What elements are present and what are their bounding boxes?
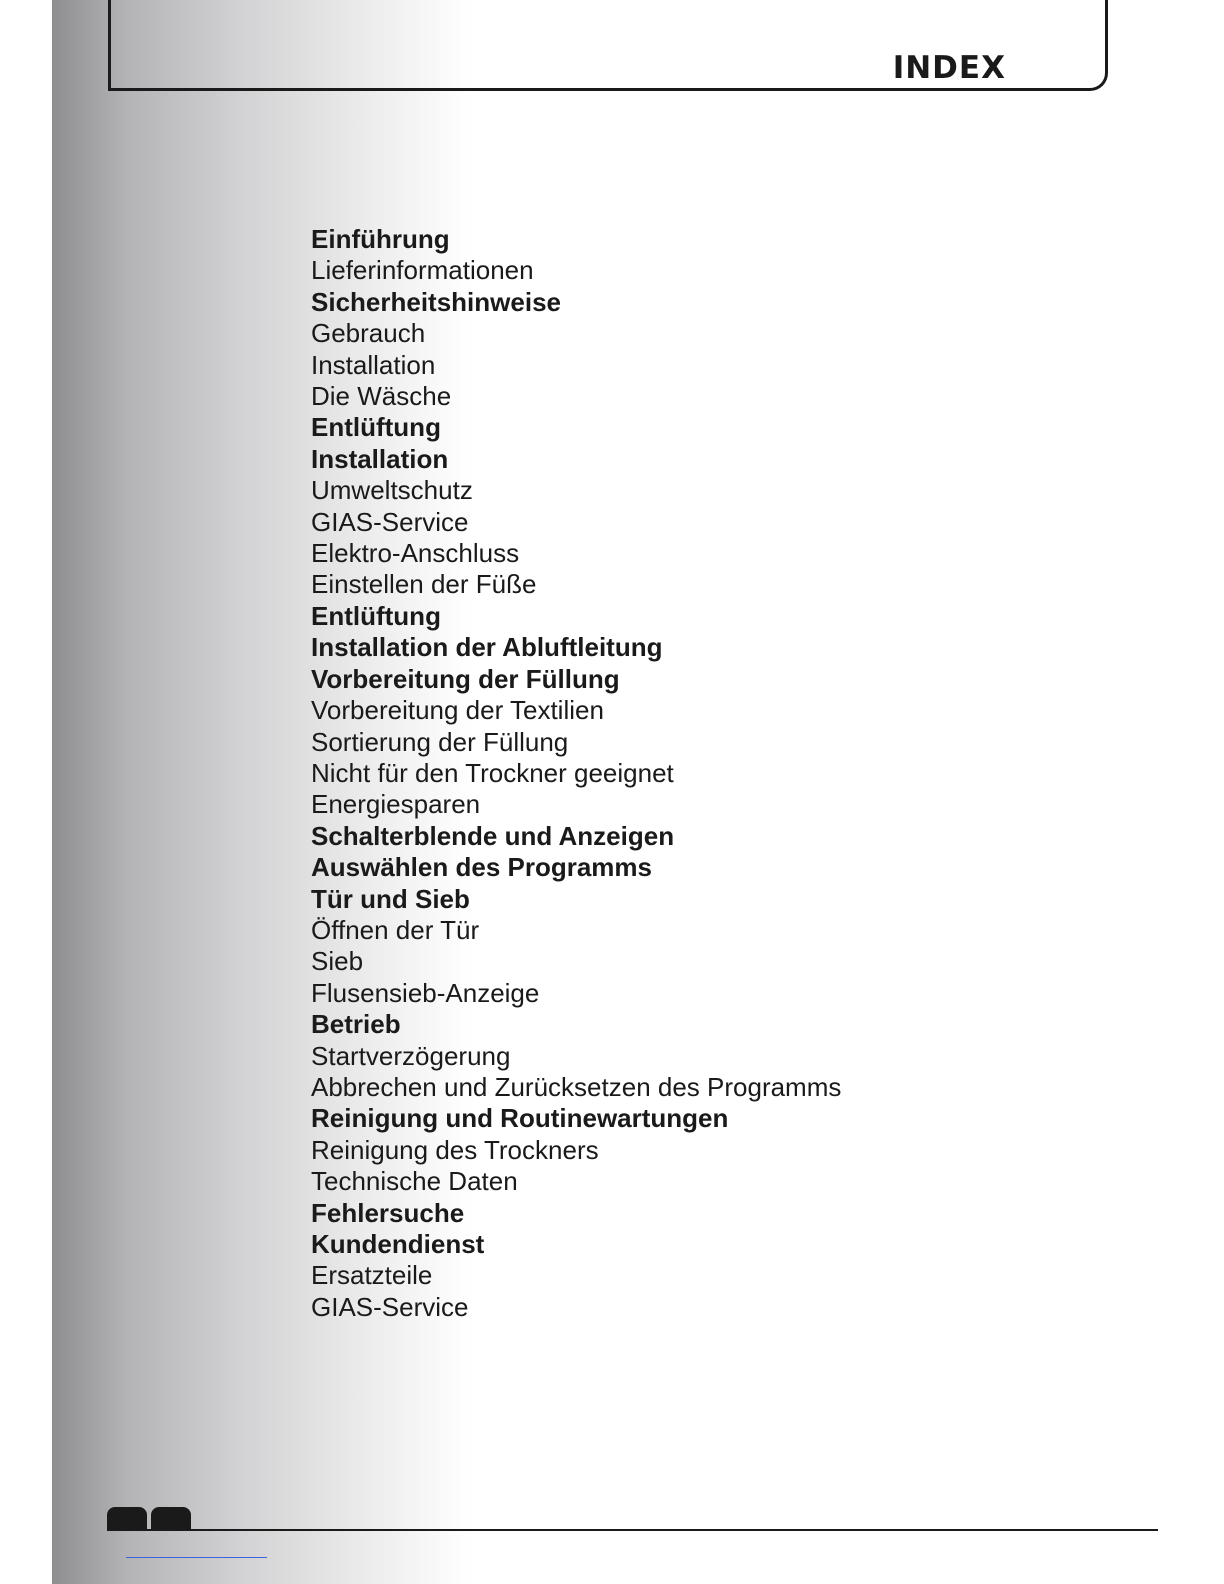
toc-subsection-item[interactable]: Installation bbox=[311, 349, 436, 380]
toc-subsection-item[interactable]: Technische Daten bbox=[311, 1166, 518, 1197]
footer-page-tab-right bbox=[151, 1507, 191, 1531]
toc-subsection-item[interactable]: Vorbereitung der Textilien bbox=[311, 695, 604, 726]
footer-rule bbox=[107, 1529, 1158, 1531]
toc-section-heading[interactable]: Tür und Sieb bbox=[311, 883, 470, 914]
toc-subsection-item[interactable]: Energiesparen bbox=[311, 789, 481, 820]
toc-section-heading[interactable]: Reinigung und Routinewartungen bbox=[311, 1103, 729, 1134]
toc-section-heading[interactable]: Schalterblende und Anzeigen bbox=[311, 820, 675, 851]
toc-subsection-item[interactable]: Sieb bbox=[311, 946, 364, 977]
toc-subsection-item[interactable]: Flusensieb-Anzeige bbox=[311, 977, 540, 1008]
table-of-contents bbox=[311, 224, 841, 1323]
page-title: INDEX bbox=[892, 50, 1006, 86]
page-left-margin bbox=[0, 0, 52, 1584]
toc-subsection-item[interactable]: Gebrauch bbox=[311, 318, 426, 349]
toc-subsection-item[interactable]: Startverzögerung bbox=[311, 1040, 511, 1071]
toc-subsection-item[interactable]: Ersatzteile bbox=[311, 1260, 433, 1291]
toc-section-heading[interactable]: Vorbereitung der Füllung bbox=[311, 663, 620, 694]
toc-section-heading[interactable]: Auswählen des Programms bbox=[311, 852, 652, 883]
toc-section-heading[interactable]: Installation bbox=[311, 443, 449, 474]
toc-subsection-item[interactable]: Umweltschutz bbox=[311, 475, 473, 506]
toc-subsection-item[interactable]: Abbrechen und Zurücksetzen des Programms bbox=[311, 1071, 842, 1102]
toc-subsection-item[interactable]: Einstellen der Füße bbox=[311, 569, 537, 600]
footer-page-tab-left bbox=[107, 1507, 147, 1531]
toc-section-heading[interactable]: Entlüftung bbox=[311, 412, 441, 443]
toc-section-heading[interactable]: Betrieb bbox=[311, 1009, 401, 1040]
toc-section-heading[interactable]: Installation der Abluftleitung bbox=[311, 632, 663, 663]
toc-subsection-item[interactable]: Sortierung der Füllung bbox=[311, 726, 569, 757]
toc-subsection-item[interactable]: Nicht für den Trockner geeignet bbox=[311, 757, 674, 788]
toc-subsection-item[interactable]: GIAS-Service bbox=[311, 1291, 469, 1322]
toc-subsection-item[interactable]: Lieferinformationen bbox=[311, 255, 534, 286]
toc-subsection-item[interactable]: Die Wäsche bbox=[311, 381, 452, 412]
toc-section-heading[interactable]: Einführung bbox=[311, 224, 450, 254]
toc-subsection-item[interactable]: GIAS-Service bbox=[311, 506, 469, 537]
toc-section-heading[interactable]: Kundendienst bbox=[311, 1229, 485, 1259]
toc-subsection-item[interactable]: Öffnen der Tür bbox=[311, 914, 480, 945]
footer-link-underline[interactable] bbox=[126, 1557, 267, 1558]
toc-subsection-item[interactable]: Elektro-Anschluss bbox=[311, 538, 520, 569]
toc-section-heading[interactable]: Fehlersuche bbox=[311, 1197, 465, 1228]
toc-section-heading[interactable]: Sicherheitshinweise bbox=[311, 286, 561, 317]
toc-section-heading[interactable]: Entlüftung bbox=[311, 600, 441, 631]
toc-subsection-item[interactable]: Reinigung des Trockners bbox=[311, 1134, 599, 1165]
